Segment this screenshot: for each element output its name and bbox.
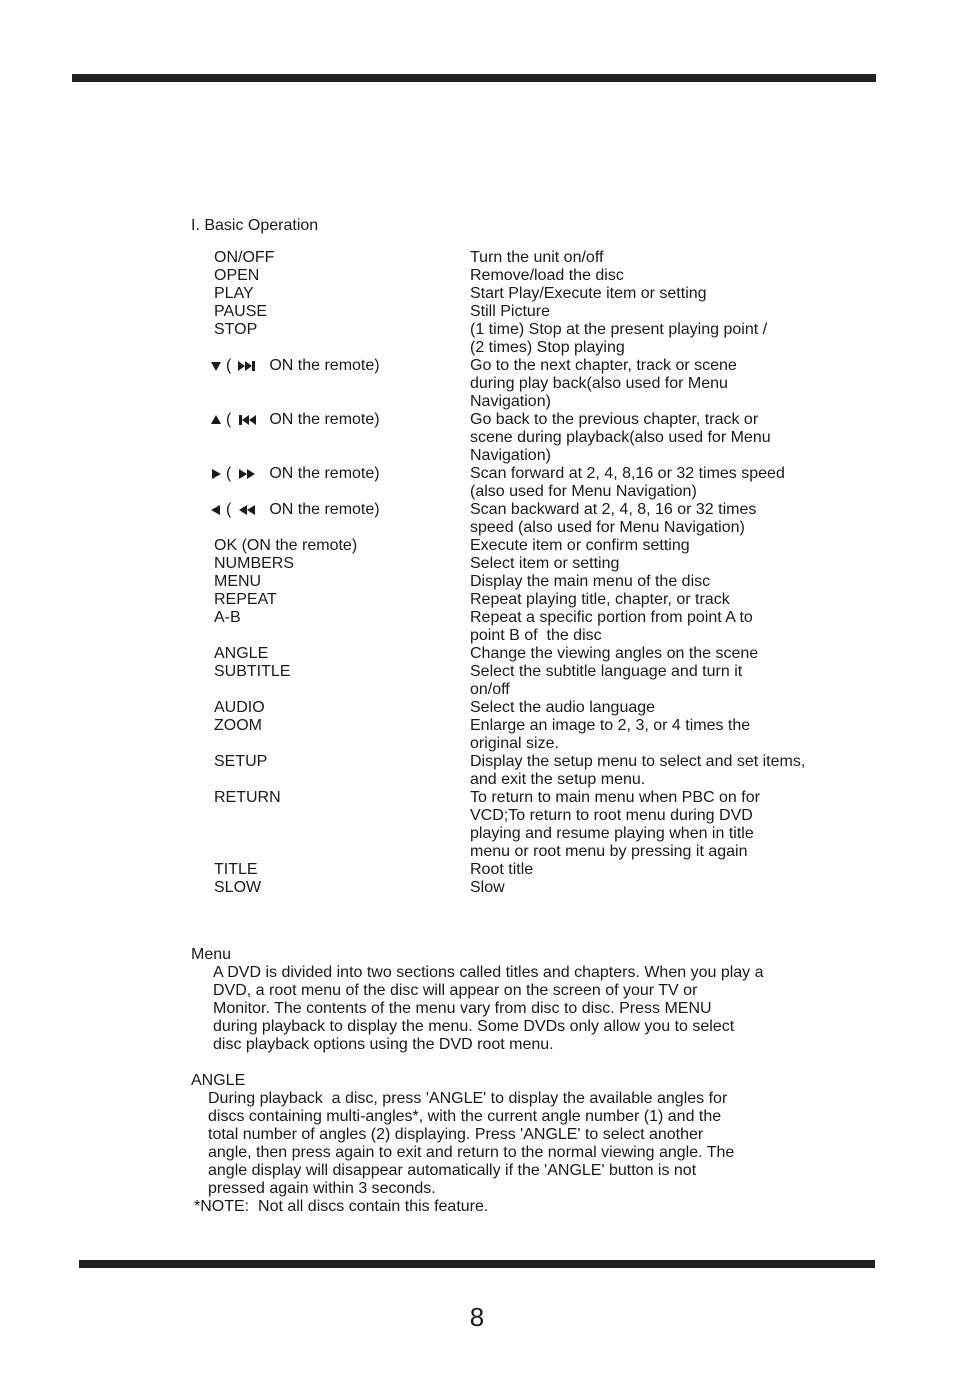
- control-desc-previous: Go back to the previous chapter, track or scene during playback(also used for Menu Navigation): [470, 411, 771, 464]
- control-label-stop: STOP: [214, 321, 258, 338]
- control-label-scan-backward: ON the remote): [269, 501, 380, 518]
- control-label-subtitle: SUBTITLE: [214, 663, 291, 680]
- control-desc-on-off: Turn the unit on/off: [470, 249, 604, 266]
- control-desc-scan-forward: Scan forward at 2, 4, 8,16 or 32 times speed (also used for Menu Navigation): [470, 465, 785, 500]
- control-scan-backward: ( ON the remote): [210, 501, 380, 521]
- bottom-rule: [79, 1260, 875, 1268]
- fast-forward-icon: [237, 468, 257, 480]
- page-number: 8: [469, 1302, 485, 1332]
- control-desc-play: Start Play/Execute item or setting: [470, 285, 707, 302]
- menu-heading: Menu: [191, 946, 232, 963]
- control-label-slow: SLOW: [214, 879, 262, 896]
- control-label-open: OPEN: [214, 267, 260, 284]
- control-scan-forward: ( ON the remote): [210, 465, 380, 485]
- previous-chapter-icon: [237, 414, 257, 426]
- control-previous: ( ON the remote): [210, 411, 380, 431]
- up-arrow-icon: [210, 414, 222, 426]
- control-desc-numbers: Select item or setting: [470, 555, 620, 572]
- control-label-audio: AUDIO: [214, 699, 265, 716]
- control-label-scan-forward: ON the remote): [269, 465, 380, 482]
- control-desc-next: Go to the next chapter, track or scene during play back(also used for Menu Navigation): [470, 357, 737, 410]
- control-label-next: ON the remote): [269, 357, 380, 374]
- control-label-angle: ANGLE: [214, 645, 269, 662]
- angle-paragraph: During playback a disc, press 'ANGLE' to display the available angles for discs containing multi-angles*, with the current angle number (1) and the total number of angles (2) displaying. Press 'ANGLE' to select another angle, then press again to exit and return to the normal viewing angle. The angle display will disappear automatically if the 'ANGLE' button is not pressed again within 3 seconds.: [208, 1090, 735, 1197]
- control-desc-zoom: Enlarge an image to 2, 3, or 4 times the original size.: [470, 717, 751, 752]
- control-desc-audio: Select the audio language: [470, 699, 656, 716]
- control-label-title: TITLE: [214, 861, 258, 878]
- control-desc-slow: Slow: [470, 879, 505, 896]
- control-label-numbers: NUMBERS: [214, 555, 295, 572]
- control-label-zoom: ZOOM: [214, 717, 262, 734]
- control-desc-ok: Execute item or confirm setting: [470, 537, 690, 554]
- control-desc-stop: (1 time) Stop at the present playing point / (2 times) Stop playing: [470, 321, 768, 356]
- control-label-repeat: REPEAT: [214, 591, 277, 608]
- control-desc-return: To return to main menu when PBC on for VCD;To return to root menu during DVD playing and resume playing when in title menu or root menu by pressing it again: [470, 789, 760, 860]
- next-chapter-icon: [237, 360, 257, 372]
- control-label-setup: SETUP: [214, 753, 268, 770]
- control-next: ( ON the remote): [210, 357, 380, 377]
- right-arrow-icon: [210, 468, 222, 480]
- control-label-menu: MENU: [214, 573, 262, 590]
- control-label-pause: PAUSE: [214, 303, 268, 320]
- angle-note: *NOTE: Not all discs contain this feature.: [194, 1198, 489, 1215]
- top-rule: [72, 74, 876, 82]
- control-desc-menu: Display the main menu of the disc: [470, 573, 711, 590]
- control-desc-open: Remove/load the disc: [470, 267, 624, 284]
- control-desc-angle: Change the viewing angles on the scene: [470, 645, 759, 662]
- left-arrow-icon: [210, 504, 222, 516]
- control-desc-subtitle: Select the subtitle language and turn it on/off: [470, 663, 743, 698]
- fast-rewind-icon: [237, 504, 257, 516]
- control-label-previous: ON the remote): [269, 411, 380, 428]
- control-label-on-off: ON/OFF: [214, 249, 275, 266]
- control-desc-setup: Display the setup menu to select and set items, and exit the setup menu.: [470, 753, 806, 788]
- control-label-return: RETURN: [214, 789, 281, 806]
- control-desc-a-b: Repeat a specific portion from point A to point B of the disc: [470, 609, 753, 644]
- menu-paragraph: A DVD is divided into two sections called titles and chapters. When you play a DVD, a root menu of the disc will appear on the screen of your TV or Monitor. The contents of the menu vary from disc to disc. Press MENU during playback to display the menu. Some DVDs only allow you to select disc playback options using the DVD root menu.: [213, 964, 764, 1053]
- control-label-ok: OK (ON the remote): [214, 537, 358, 554]
- down-arrow-icon: [210, 360, 222, 372]
- control-desc-pause: Still Picture: [470, 303, 551, 320]
- control-desc-repeat: Repeat playing title, chapter, or track: [470, 591, 730, 608]
- control-desc-scan-backward: Scan backward at 2, 4, 8, 16 or 32 times speed (also used for Menu Navigation): [470, 501, 757, 536]
- control-desc-title: Root title: [470, 861, 534, 878]
- section-title: I. Basic Operation: [191, 217, 319, 234]
- control-label-play: PLAY: [214, 285, 254, 302]
- angle-heading: ANGLE: [191, 1072, 246, 1089]
- control-label-a-b: A-B: [214, 609, 241, 626]
